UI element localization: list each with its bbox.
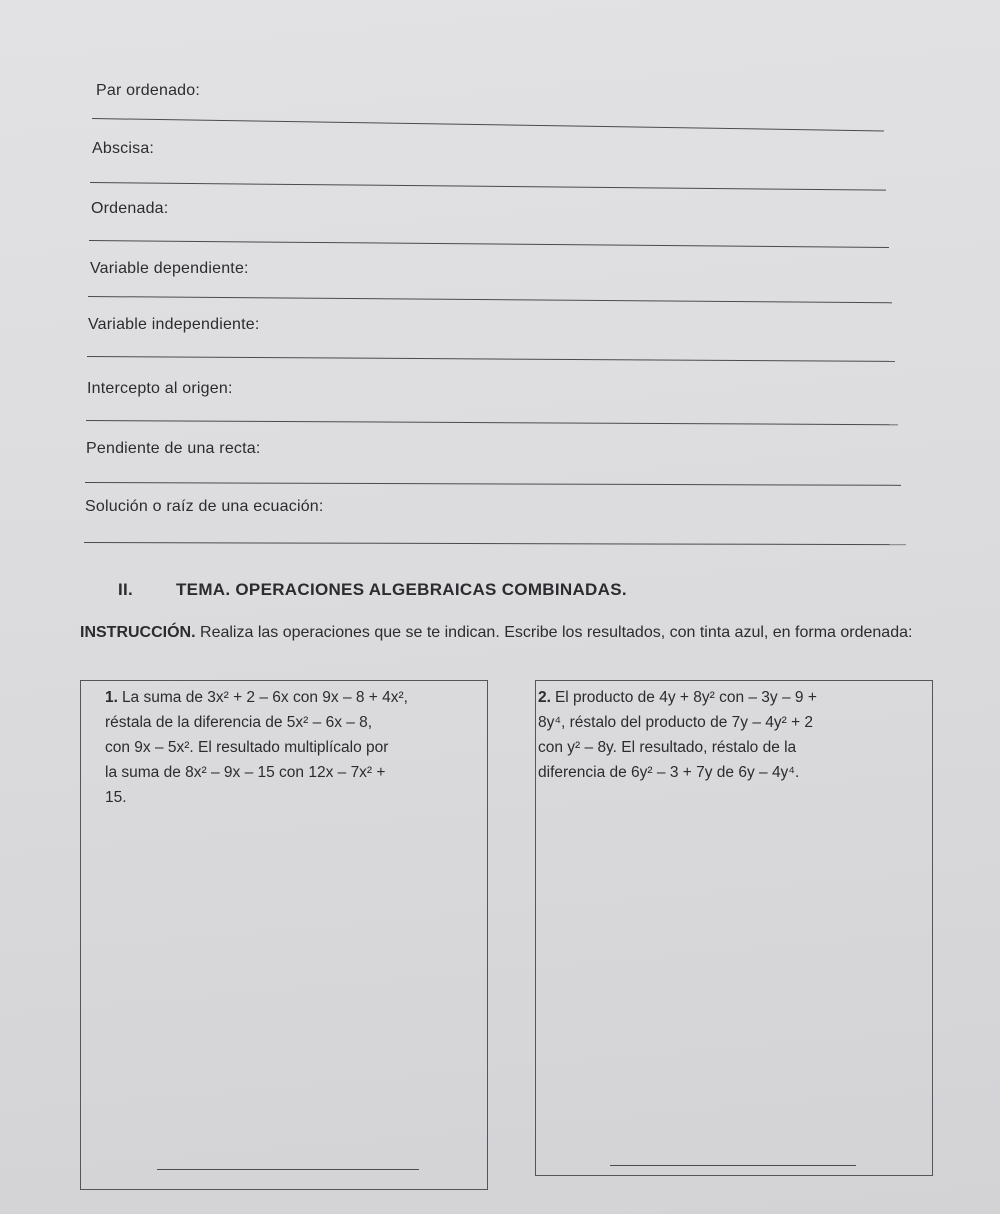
- answer-line: [86, 420, 898, 425]
- definition-label: Variable dependiente:: [90, 260, 249, 277]
- problem-line: con y² – 8y. El resultado, réstalo de la: [538, 739, 797, 756]
- definition-solucion-raiz: [0, 498, 1000, 558]
- problem-box-2: [535, 680, 933, 1176]
- problem-line: 8y⁴, réstalo del producto de 7y – 4y² + 2: [538, 714, 814, 731]
- definition-par-ordenado: [0, 78, 1000, 138]
- definition-label: Ordenada:: [91, 200, 169, 217]
- problem-line: El producto de 4y + 8y² con – 3y – 9 +: [554, 689, 817, 706]
- problem-line: la suma de 8x² – 9x – 15 con 12x – 7x² +: [105, 764, 386, 781]
- definition-variable-independiente: [0, 316, 1000, 376]
- problem-box-1: [80, 680, 488, 1190]
- instruction-lead: INSTRUCCIÓN.: [80, 624, 196, 641]
- definition-label: Solución o raíz de una ecuación:: [85, 498, 324, 515]
- instruction-text: Realiza las operaciones que se te indican. Escribe los resultados, con tinta azul, en forma ordenada:: [200, 624, 913, 641]
- answer-line: [157, 1169, 419, 1170]
- answer-line: [92, 118, 884, 131]
- definition-label: Abscisa:: [92, 140, 155, 157]
- definition-variable-dependiente: [0, 256, 1000, 316]
- definition-label: Intercepto al origen:: [87, 380, 233, 397]
- problem-line: 15.: [105, 789, 127, 806]
- answer-line: [610, 1165, 856, 1166]
- definition-intercepto-al-origen: [0, 378, 1000, 438]
- problem-line: diferencia de 6y² – 3 + 7y de 6y – 4y⁴.: [538, 764, 800, 781]
- answer-line: [90, 182, 886, 191]
- problem-line: La suma de 3x² + 2 – 6x con 9x – 8 + 4x²,: [121, 689, 408, 706]
- answer-line: [89, 240, 889, 248]
- problem-line: réstala de la diferencia de 5x² – 6x – 8,: [105, 714, 373, 731]
- definition-label: Variable independiente:: [88, 316, 260, 333]
- instruction-paragraph: [80, 622, 920, 644]
- definition-ordenada: [0, 196, 1000, 256]
- problem-number: 2.: [538, 689, 551, 706]
- problem-line: con 9x – 5x². El resultado multiplícalo por: [105, 739, 389, 756]
- definition-label: Pendiente de una recta:: [86, 440, 261, 457]
- answer-line: [85, 482, 901, 486]
- answer-line: [84, 542, 906, 545]
- problem-number: 1.: [105, 689, 118, 706]
- section-title: TEMA. OPERACIONES ALGEBRAICAS COMBINADAS.: [176, 580, 627, 599]
- definition-abscisa: [0, 136, 1000, 196]
- definition-pendiente-de-una-recta: [0, 438, 1000, 498]
- definition-label: Par ordenado:: [96, 82, 201, 99]
- answer-line: [87, 356, 895, 362]
- section-number: II.: [118, 580, 134, 599]
- problem-1-text: [105, 685, 477, 810]
- problem-2-text: [538, 685, 900, 785]
- answer-line: [88, 296, 892, 303]
- section-heading: [118, 580, 627, 600]
